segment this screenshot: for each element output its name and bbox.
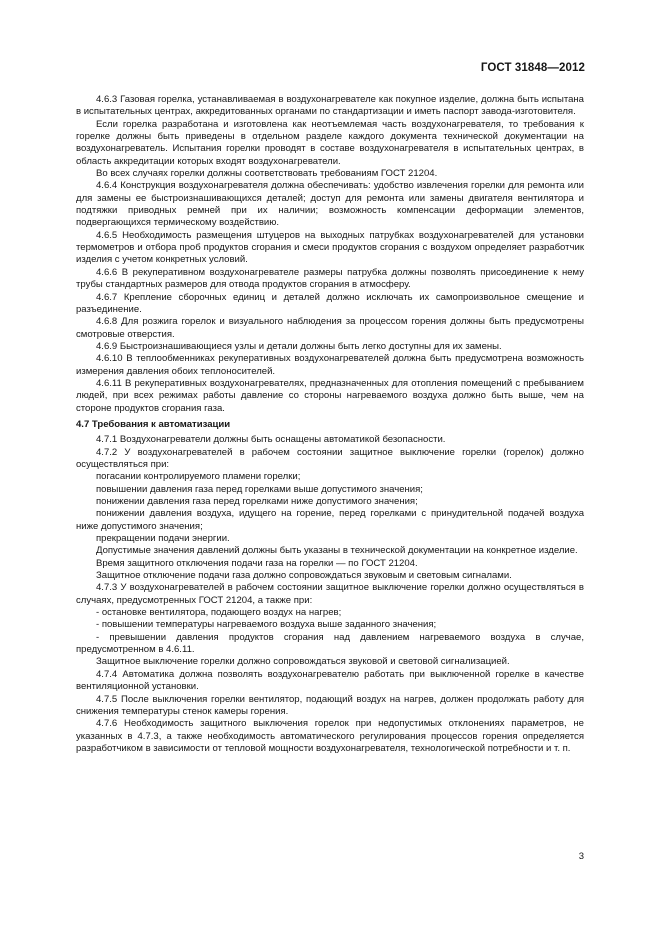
paragraph-4-7-6: 4.7.6 Необходимость защитного выключения горелок при недопустимых отклонениях параметров, не указанных в 4.7.3, а также необходимость автоматического регулирования процессов горения определяется разработчиком в зависимости от тепловой мощности воздухонагревателя, технологической потребности и т. п. (76, 718, 584, 754)
list-item: - повышении температуры нагреваемого воздуха выше заданного значения; (96, 619, 437, 631)
paragraph-shutoff-signals: Защитное отключение подачи газа должно сопровождаться звуковым и световым сигналами. (96, 570, 512, 582)
list-item: прекращении подачи энергии. (96, 533, 230, 545)
section-heading-4-7: 4.7 Требования к автоматизации (76, 418, 231, 430)
list-item: погасании контролируемого пламени горелки; (96, 471, 301, 483)
paragraph-4-6-9: 4.6.9 Быстроизнашивающиеся узлы и детали должны быть легко доступны для их замены. (96, 340, 502, 352)
paragraph-4-7-3: 4.7.3 У воздухонагревателей в рабочем состоянии защитное выключение горелки должно осуществляться в случаях, предусмотренных ГОСТ 21204, а также при: (76, 582, 584, 606)
paragraph-4-6-4: 4.6.4 Конструкция воздухонагревателя должна обеспечивать: удобство извлечения горелки для ремонта или для замены ее быстроизнашивающихся деталей; доступ для ремонта или замены двигателя вентилятора и подтяжки приводных ремней при их наличии; возможность компенсации деформации элементов, подвергающихся термическому воздействию. (76, 180, 584, 229)
list-item: - остановке вентилятора, подающего воздух на нагрев; (96, 607, 342, 619)
list-item: повышении давления газа перед горелками выше допустимого значения; (96, 483, 423, 495)
document-header-id: ГОСТ 31848—2012 (480, 62, 585, 74)
paragraph-shutoff-time: Время защитного отключения подачи газа на горелки — по ГОСТ 21204. (96, 557, 418, 569)
list-item: понижении давления газа перед горелками ниже допустимого значения; (96, 496, 418, 507)
paragraph-4-7-4: 4.7.4 Автоматика должна позволять воздухонагревателю работать при выключенной горелке в качестве вентиляционной установки. (76, 668, 584, 693)
paragraph-4-6-3: 4.6.3 Газовая горелка, устанавливаемая в воздухонагревателе как покупное изделие, должна быть испытана в испытательных центрах, аккредитованных органами по стандартизации и иметь паспорт завода-изготовителя. (76, 94, 584, 118)
paragraph-4-7-2: 4.7.2 У воздухонагревателей в рабочем состоянии защитное выключение горелки (горелок) должно осуществляться при: (76, 446, 584, 470)
list-item: - превышении давления продуктов сгорания над давлением нагреваемого воздуха в случае, предусмотренном в 4.6.11. (76, 631, 584, 656)
paragraph-4-6-11: 4.6.11 В рекуперативных воздухонагревателях, предназначенных для отопления помещений с пребыванием людей, при всех режимах работы давление со стороны нагреваемого воздуха должно быть выше, чем на стороне продуктов сгорания газа. (76, 377, 584, 414)
paragraph-alarm: Защитное выключение горелки должно сопровождаться звуковой и световой сигнализацией. (96, 656, 510, 668)
paragraph-4-6-7: 4.6.7 Крепление сборочных единиц и деталей должно исключать их самопроизвольное смещение и разъединение. (76, 291, 584, 315)
paragraph-4-6-8: 4.6.8 Для розжига горелок и визуального наблюдения за процессом горения должны быть предусмотрены смотровые отверстия. (76, 316, 584, 340)
document-body (76, 94, 584, 755)
paragraph-burner-integral: Если горелка разработана и изготовлена как неотъемлемая часть воздухонагревателя, то требования к горелке должны быть приведены в отдельном разделе каждого документа технической документации на воздухонагреватель. Испытания горелки проводят в составе воздухонагревателя в испытательных центрах, в область аккредитации которых входят воздухонагреватели. (76, 118, 584, 167)
paragraph-gost-compliance: Во всех случаях горелки должны соответствовать требованиям ГОСТ 21204. (96, 168, 438, 180)
paragraph-4-6-10: 4.6.10 В теплообменниках рекуперативных воздухонагревателей должна быть предусмотрена возможность измерения давления обоих теплоносителей. (76, 353, 584, 377)
paragraph-4-6-5: 4.6.5 Необходимость размещения штуцеров на выходных патрубках воздухонагревателей для установки термометров и отбора проб продуктов сгорания и смеси продуктов сгорания с воздухом определяет разработчик изделия с учетом конкретных условий. (76, 229, 584, 266)
paragraph-pressure-values: Допустимые значения давлений должны быть указаны в технической документации на конкретное изделие. (96, 545, 578, 557)
paragraph-4-6-6: 4.6.6 В рекуперативном воздухонагревателе размеры патрубка должны позволять присоединение к нему трубы стандартных размеров для отвода продуктов сгорания в атмосферу. (76, 266, 584, 291)
paragraph-4-7-5: 4.7.5 После выключения горелки вентилятор, подающий воздух на нагрев, должен продолжать работу для снижения температуры стенок камеры горения. (76, 693, 584, 717)
list-item: понижении давления воздуха, идущего на горение, перед горелками с принудительной подачей воздуха ниже допустимого значения; (76, 508, 584, 532)
page-number: 3 (578, 851, 584, 862)
paragraph-4-7-1: 4.7.1 Воздухонагреватели должны быть оснащены автоматикой безопасности. (96, 434, 446, 446)
